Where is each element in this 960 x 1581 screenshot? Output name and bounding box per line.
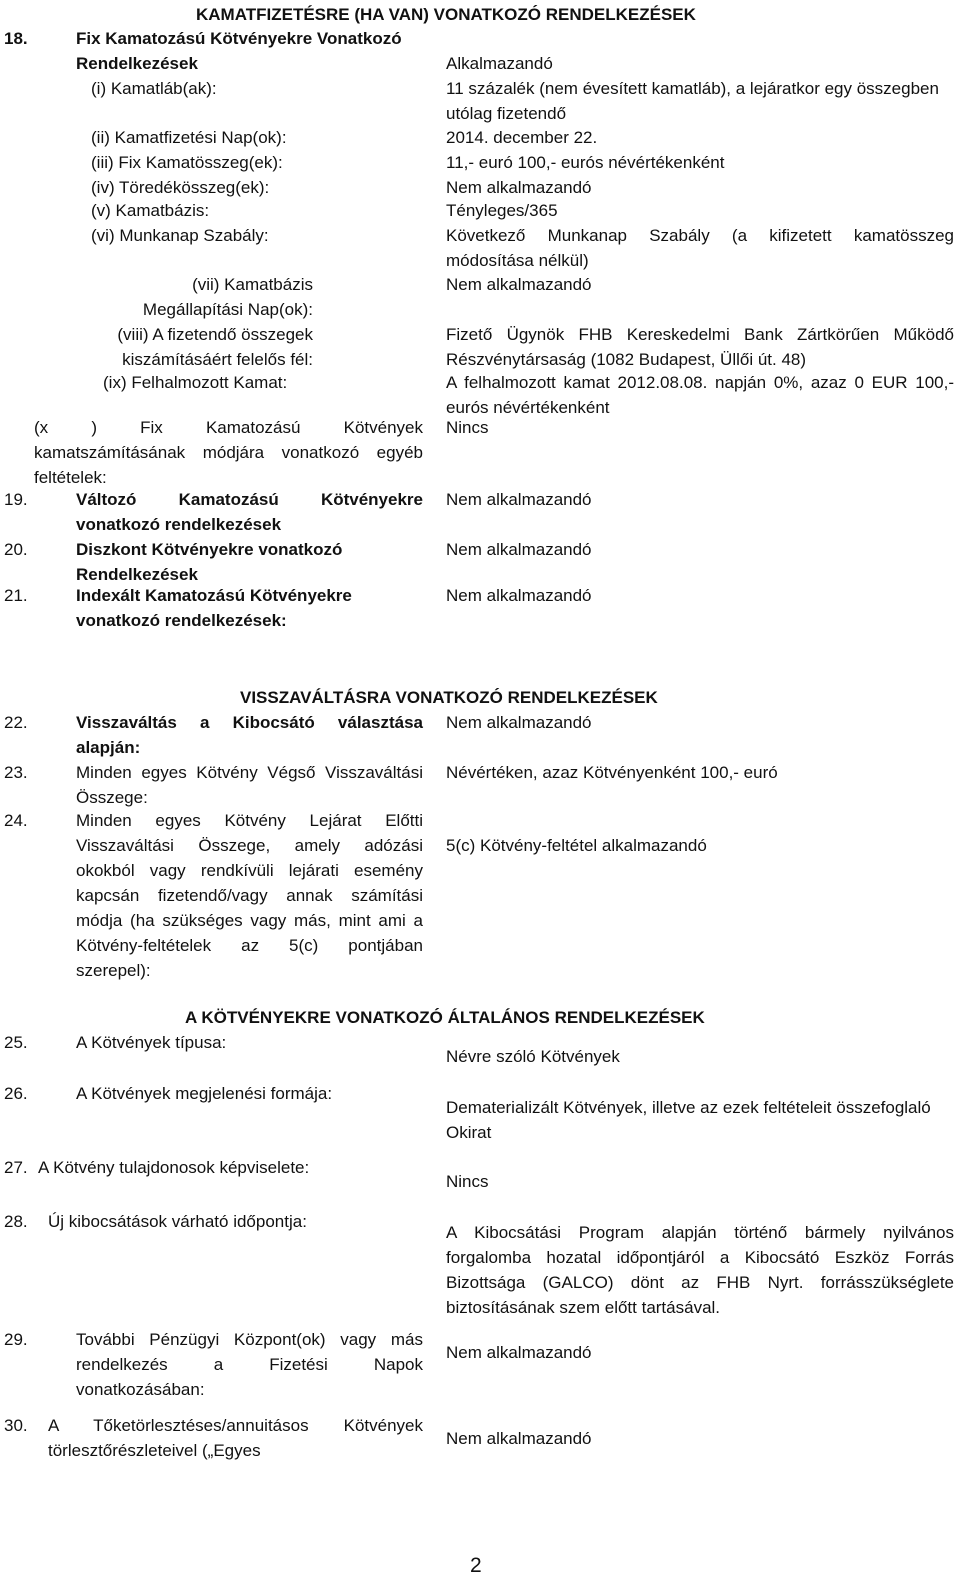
section-number-26: 26. (4, 1084, 28, 1103)
item-value-v: Tényleges/365 (446, 201, 558, 220)
item-label-iv: (iv) Töredékösszeg(ek): (91, 178, 270, 197)
item-label-i: (i) Kamatláb(ak): (91, 79, 217, 98)
section-value-28: A Kibocsátási Program alapján történő bármely nyilvános forgalomba hozatal időpontjáról a Kibocsátó Eszköz Forrás Bizottsága (GALCO) dönt az FHB Nyrt. forrásszükséglete biztosításának szem előtt tartásával. (446, 1223, 954, 1317)
item-label-vii: (vii) Kamatbázis Megállapítási Nap(ok): (142, 275, 313, 319)
section-number-22: 22. (4, 713, 28, 732)
item-value-iv: Nem alkalmazandó (446, 178, 592, 197)
section-label-20: Diszkont Kötvényekre vonatkozó Rendelkezések (76, 540, 343, 584)
section-value-20: Nem alkalmazandó (446, 540, 592, 559)
section-label-21: Indexált Kamatozású Kötvényekre vonatkozó rendelkezések: (76, 586, 352, 630)
item-label-ix: (ix) Felhalmozott Kamat: (103, 373, 288, 392)
item-value-viii: Fizető Ügynök FHB Kereskedelmi Bank Zártkörűen Működő Részvénytársaság (1082 Budapest, Üllői út. 48) (446, 325, 954, 369)
section-value-19: Nem alkalmazandó (446, 490, 592, 509)
section-label-28: Új kibocsátások várható időpontja: (48, 1212, 307, 1231)
section-value-21: Nem alkalmazandó (446, 586, 592, 605)
item-value-iii: 11,- euró 100,- eurós névértékenként (446, 153, 725, 172)
item-label-x: (x ) Fix Kamatozású Kötvények kamatszámításának módjára vonatkozó egyéb feltételek: (34, 418, 423, 487)
section-number-21: 21. (4, 586, 28, 605)
section-label-23: Minden egyes Kötvény Végső Visszaváltási Összege: (76, 763, 423, 807)
section-number-25: 25. (4, 1033, 28, 1052)
item-label-vi: (vi) Munkanap Szabály: (91, 226, 269, 245)
section-number-28: 28. (4, 1212, 28, 1231)
section-number-18: 18. (4, 29, 28, 48)
item-value-i: 11 százalék (nem évesített kamatláb), a lejáratkor egy összegben utólag fizetendő (446, 79, 939, 123)
section-value-29: Nem alkalmazandó (446, 1343, 592, 1362)
section-label-25: A Kötvények típusa: (76, 1033, 227, 1052)
section-number-30: 30. (4, 1416, 28, 1435)
item-value-ix: A felhalmozott kamat 2012.08.08. napján 0%, azaz 0 EUR 100,- eurós névértékenként (446, 373, 954, 417)
section-number-19: 19. (4, 490, 28, 509)
section-heading-interest: KAMATFIZETÉSRE (HA VAN) VONATKOZÓ RENDELKEZÉSEK (196, 5, 696, 24)
item-label-ii: (ii) Kamatfizetési Nap(ok): (91, 128, 287, 147)
section-value-26: Dematerializált Kötvények, illetve az ezek feltételeit összefoglaló Okirat (446, 1098, 931, 1142)
section-number-23: 23. (4, 763, 28, 782)
section-value-30: Nem alkalmazandó (446, 1429, 592, 1448)
section-number-24: 24. (4, 811, 28, 830)
section-value-22: Nem alkalmazandó (446, 713, 592, 732)
item-label-v: (v) Kamatbázis: (91, 201, 210, 220)
section-heading-general: A KÖTVÉNYEKRE VONATKOZÓ ÁLTALÁNOS RENDELKEZÉSEK (185, 1008, 705, 1027)
section-label-29: További Pénzügyi Központ(ok) vagy más rendelkezés a Fizetési Napok vonatkozásában: (76, 1330, 423, 1399)
section-number-20: 20. (4, 540, 28, 559)
item-label-iii: (iii) Fix Kamatösszeg(ek): (91, 153, 283, 172)
section-value-18: Alkalmazandó (446, 54, 553, 73)
item-value-x: Nincs (446, 418, 489, 437)
page-number: 2 (470, 1554, 482, 1577)
section-value-27: Nincs (446, 1172, 489, 1191)
section-value-23: Névértéken, azaz Kötvényenként 100,- euró (446, 763, 778, 782)
item-value-ii: 2014. december 22. (446, 128, 598, 147)
item-label-viii: (viii) A fizetendő összegek kiszámításáért felelős fél: (117, 325, 313, 369)
section-label-27: A Kötvény tulajdonosok képviselete: (38, 1158, 310, 1177)
section-label-26: A Kötvények megjelenési formája: (76, 1084, 333, 1103)
section-number-27: 27. (4, 1158, 28, 1177)
section-value-24: 5(c) Kötvény-feltétel alkalmazandó (446, 836, 707, 855)
section-title-18-line1: Fix Kamatozású Kötvényekre Vonatkozó (76, 29, 402, 48)
section-label-30: A Tőketörlesztéses/annuitásos Kötvények törlesztőrészleteivel („Egyes (48, 1416, 423, 1460)
item-value-vii: Nem alkalmazandó (446, 275, 592, 294)
section-label-24: Minden egyes Kötvény Lejárat Előtti Visszaváltási Összege, amely adózási okokból vagy rendkívüli lejárati esemény kapcsán fizetendő/vagy annak számítási módja (ha szükséges vagy más, mint ami a Kötvény-feltételek az 5(c) pontjában szerepel): (76, 811, 423, 980)
section-number-29: 29. (4, 1330, 28, 1349)
section-heading-redemption: VISSZAVÁLTÁSRA VONATKOZÓ RENDELKEZÉSEK (240, 688, 658, 707)
item-value-vi: Következő Munkanap Szabály (a kifizetett kamatösszeg módosítása nélkül) (446, 226, 954, 270)
section-label-19: Változó Kamatozású Kötvényekre vonatkozó rendelkezések (76, 490, 423, 534)
section-title-18-line2: Rendelkezések (76, 54, 198, 73)
section-label-22: Visszaváltás a Kibocsátó választása alapján: (76, 713, 423, 757)
section-value-25: Névre szóló Kötvények (446, 1047, 620, 1066)
